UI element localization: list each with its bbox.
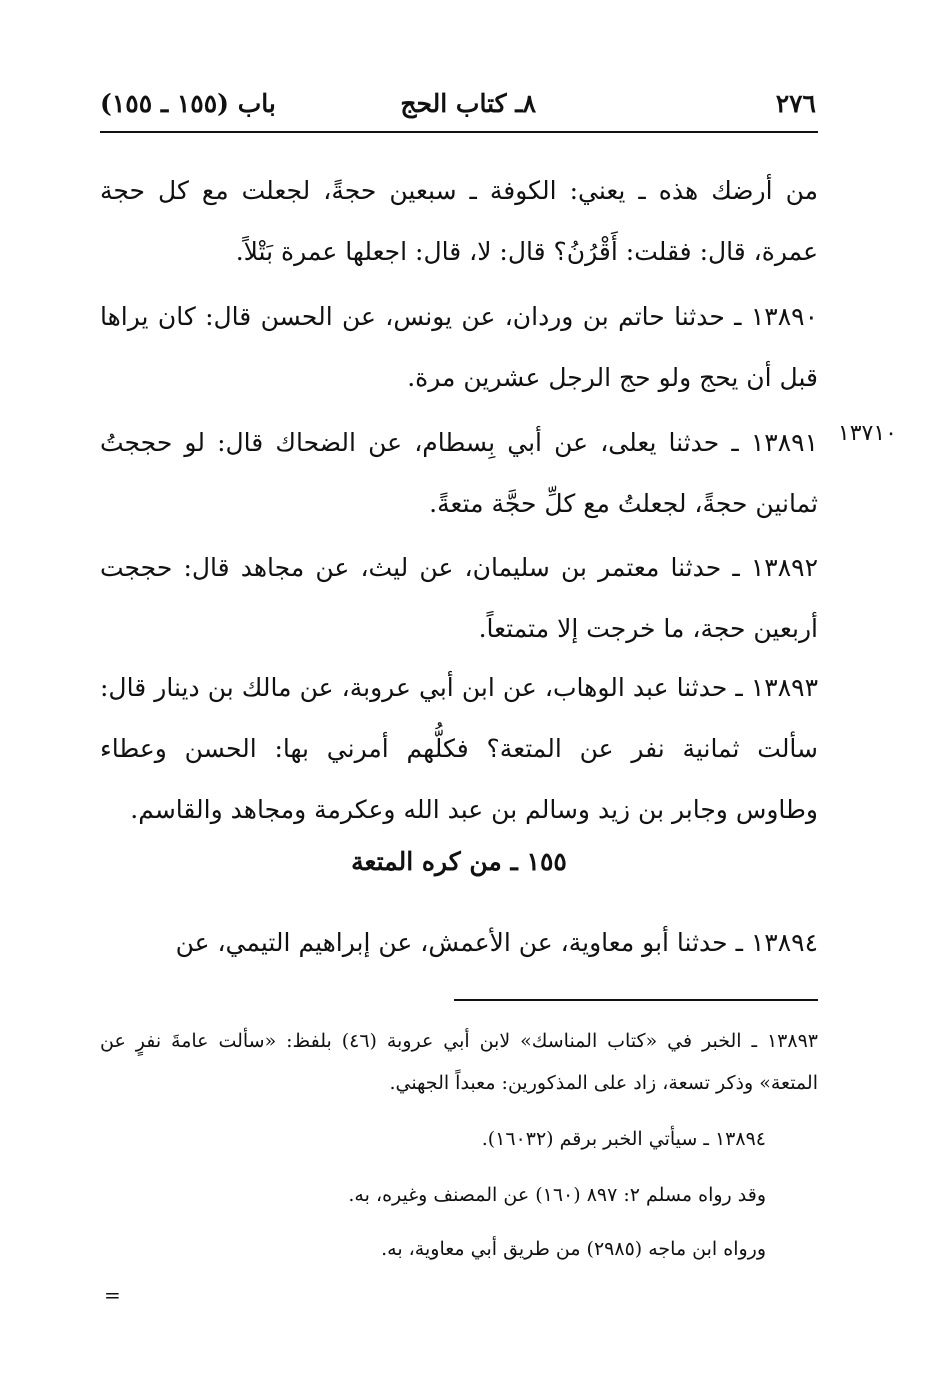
- footnote-13894: ١٣٨٩٤ ـ سيأتي الخبر برقم (١٦٠٣٢).: [481, 1128, 766, 1150]
- hadith-13894: ١٣٨٩٤ ـ حدثنا أبو معاوية، عن الأعمش، عن إبراهيم التيمي، عن: [175, 928, 818, 957]
- chapter-range: باب (١٥٥ ـ ١٥٥): [100, 89, 276, 118]
- footnote-ibn-majah: ورواه ابن ماجه (٢٩٨٥) من طريق أبي معاوية، به.: [381, 1238, 766, 1260]
- page-number: ٢٧٦: [775, 89, 816, 118]
- footnote-13893: ١٣٨٩٣ ـ الخبر في «كتاب المناسك» لابن أبي عروبة (٤٦) بلفظ: «سألت عامةَ نفرٍ عن المتعة» وذكر تسعة، زاد على المذكورين: معبداً الجهني.: [100, 1030, 818, 1094]
- hadith-13890: ١٣٨٩٠ ـ حدثنا حاتم بن وردان، عن يونس، عن الحسن قال: كان يراها قبل أن يحج ولو حج الرجل عشرين مرة.: [100, 302, 818, 392]
- section-heading: ١٥٥ ـ من كره المتعة: [351, 847, 567, 876]
- running-header: [100, 86, 818, 126]
- footnote-muslim: وقد رواه مسلم ٢: ٨٩٧ (١٦٠) عن المصنف وغيره، به.: [348, 1184, 766, 1206]
- footnote-divider: [454, 999, 818, 1001]
- hadith-13892: ١٣٨٩٢ ـ حدثنا معتمر بن سليمان، عن ليث، عن مجاهد قال: حججت أربعين حجة، ما خرجت إلا متمتعاً.: [100, 553, 818, 643]
- hadith-13893: ١٣٨٩٣ ـ حدثنا عبد الوهاب، عن ابن أبي عروبة، عن مالك بن دينار قال: سألت ثمانية نفر عن المتعة؟ فكلُّهم أمرني بها: الحسن وعطاء وطاوس وجابر بن زيد وسالم بن عبد الله وعكرمة ومجاهد والقاسم.: [100, 673, 818, 824]
- paragraph-continuation: من أرضك هذه ـ يعني: الكوفة ـ سبعين حجةً، لجعلت مع كل حجة عمرة، قال: فقلت: أَقْرُنُ؟ قال: لا، قال: اجعلها عمرة بَتْلاً.: [100, 176, 818, 266]
- hadith-13891: ١٣٨٩١ ـ حدثنا يعلى، عن أبي بِسطام، عن الضحاك قال: لو حججتُ ثمانين حجةً، لجعلتُ مع كلِّ حجَّة متعةً.: [100, 428, 818, 518]
- header-divider: [100, 131, 818, 133]
- book-title: ٨ـ كتاب الحج: [400, 89, 536, 118]
- continuation-mark: =: [104, 1283, 121, 1307]
- margin-reference-number: ١٣٧١٠: [837, 421, 897, 446]
